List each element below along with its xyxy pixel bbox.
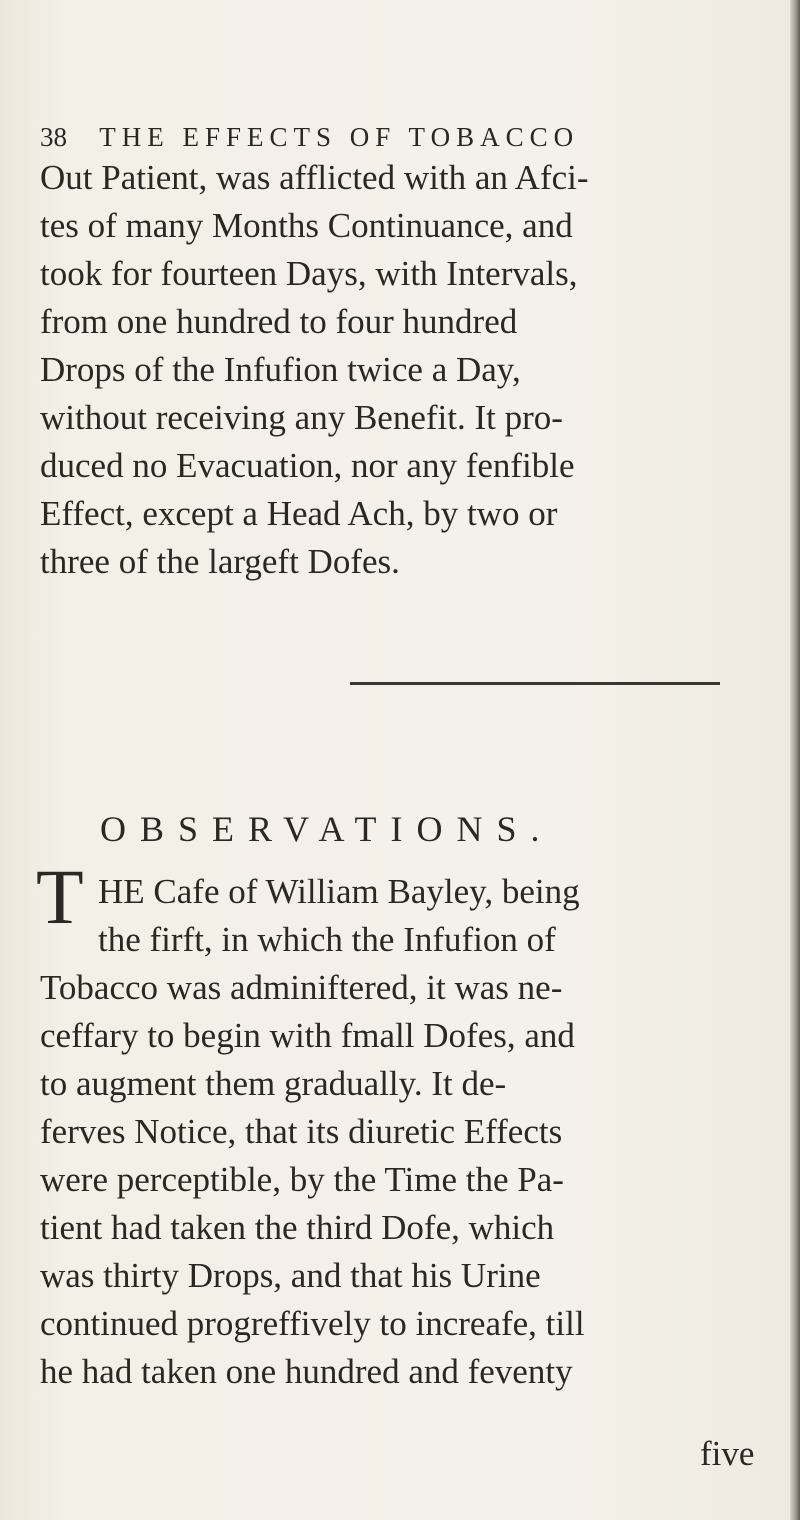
paragraph-one-line: three of the largeft Dofes. [40, 542, 400, 581]
running-title: THE EFFECTS OF TOBACCO [99, 122, 580, 152]
section-heading: OBSERVATIONS. [100, 809, 554, 849]
paragraph-two-line: to augment them gradually. It de- [40, 1064, 507, 1103]
section-divider [350, 682, 720, 685]
page-edge-shadow [790, 0, 800, 1520]
paragraph-one-line: tes of many Months Continuance, and [40, 206, 573, 245]
paragraph-two-line: HE Cafe of William Bayley, being [98, 872, 580, 911]
paragraph-two-line: he had taken one hundred and feventy [40, 1352, 573, 1391]
paragraph-two-line: was thirty Drops, and that his Urine [40, 1256, 541, 1295]
paragraph-one-line: without receiving any Benefit. It pro- [40, 398, 563, 437]
paragraph-one-line: Drops of the Infufion twice a Day, [40, 350, 521, 389]
page-number: 38 [40, 122, 67, 152]
catchword: five [700, 1434, 755, 1473]
paragraph-two-line: were perceptible, by the Time the Pa- [40, 1160, 564, 1199]
paragraph-two-line: ferves Notice, that its diuretic Effects [40, 1112, 563, 1151]
paragraph-one-line: duced no Evacuation, nor any fenfible [40, 446, 575, 485]
paragraph-two-line: ceffary to begin with fmall Dofes, and [40, 1016, 575, 1055]
paragraph-two-line: continued progreffively to increafe, till [40, 1304, 585, 1343]
paragraph-one-line: from one hundred to four hundred [40, 302, 518, 341]
paragraph-one-line: took for fourteen Days, with Intervals, [40, 254, 578, 293]
paragraph-one-line: Effect, except a Head Ach, by two or [40, 494, 558, 533]
paragraph-two-line: the firft, in which the Infufion of [98, 920, 556, 959]
drop-cap: T [36, 853, 84, 940]
paragraph-one-line: Out Patient, was afflicted with an Afci- [40, 158, 589, 197]
paragraph-two-line: tient had taken the third Dofe, which [40, 1208, 555, 1247]
paragraph-two-line: Tobacco was adminiftered, it was ne- [40, 968, 563, 1007]
running-head [40, 122, 579, 153]
